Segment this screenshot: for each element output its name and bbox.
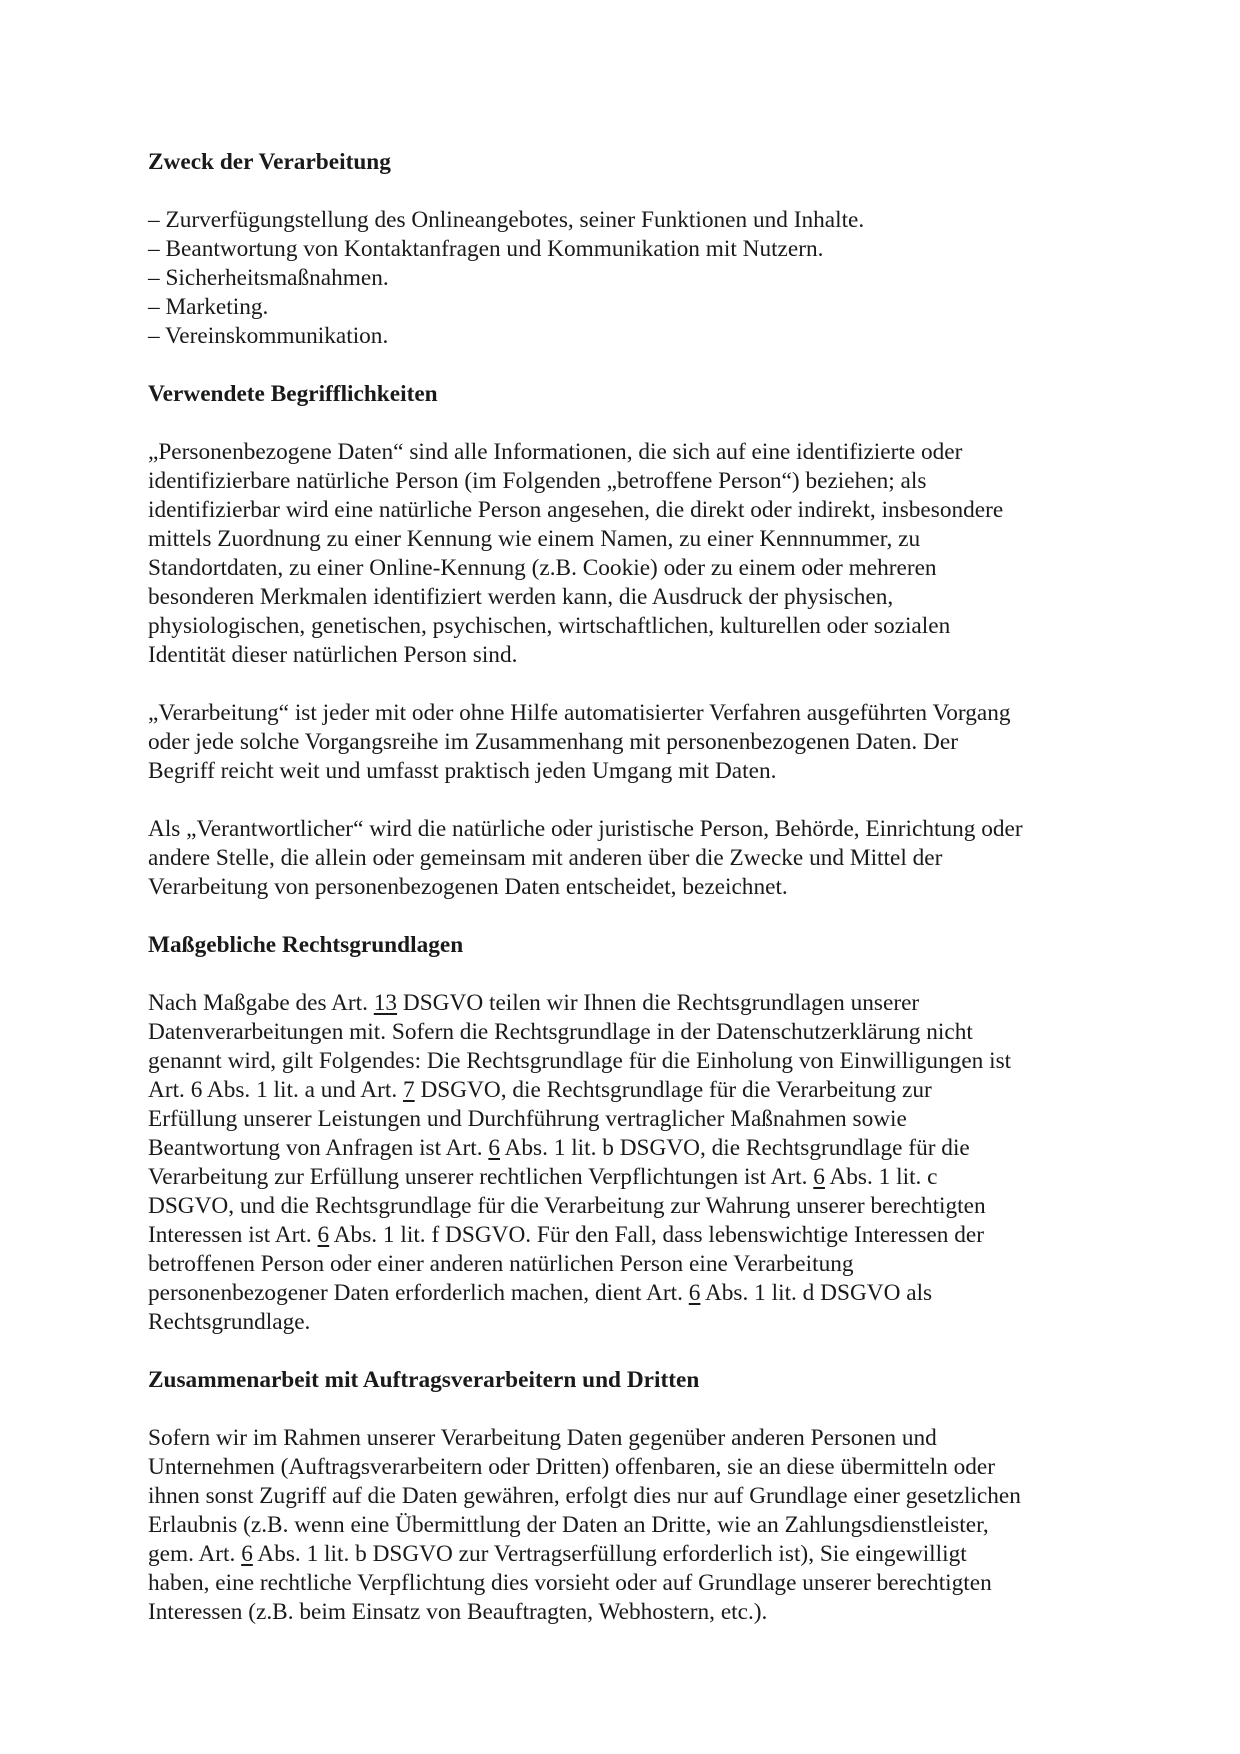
list-item: – Vereinskommunikation.	[148, 323, 389, 349]
text-line: besonderen Merkmalen identifiziert werden kann, die Ausdruck der physischen,	[148, 584, 894, 610]
text-segment: gem. Art.	[148, 1541, 242, 1567]
text-segment: ihnen sonst Zugriff auf die Daten gewähren, erfolgt dies nur auf Grundlage einer gesetzlichen	[148, 1483, 1021, 1509]
text-segment: genannt wird, gilt Folgendes: Die Rechtsgrundlage für die Einholung von Einwilligungen ist	[148, 1048, 1012, 1074]
text-segment: Abs. 1 lit. b DSGVO, die Rechtsgrundlage für die	[500, 1135, 970, 1161]
text-segment: Abs. 1 lit. b DSGVO zur Vertragserfüllung erforderlich ist), Sie eingewilligt	[252, 1541, 967, 1567]
text-segment: Art. 6 Abs. 1 lit. a und Art.	[148, 1077, 403, 1103]
text-segment: DSGVO teilen wir Ihnen die Rechtsgrundlagen unserer	[397, 990, 920, 1016]
text-line: „Personenbezogene Daten“ sind alle Informationen, die sich auf eine identifizierte oder	[148, 439, 963, 465]
paragraph	[148, 989, 1098, 1337]
text-line: Als „Verantwortlicher“ wird die natürliche oder juristische Person, Behörde, Einrichtung oder	[148, 816, 1023, 842]
text-segment: Verarbeitung zur Erfüllung unserer rechtlichen Verpflichtungen ist Art.	[148, 1164, 814, 1190]
text-segment: Nach Maßgabe des Art.	[148, 990, 374, 1016]
text-segment: Abs. 1 lit. c	[824, 1164, 938, 1190]
text-segment: Interessen (z.B. beim Einsatz von Beauftragten, Webhostern, etc.).	[148, 1599, 768, 1625]
text-line: Identität dieser natürlichen Person sind.	[148, 642, 518, 668]
list-item: – Beantwortung von Kontaktanfragen und Kommunikation mit Nutzern.	[148, 236, 824, 262]
bullet-list	[148, 206, 1098, 351]
text-line	[148, 1424, 1098, 1453]
text-line: identifizierbare natürliche Person (im Folgenden „betroffene Person“) beziehen; als	[148, 468, 927, 494]
section	[148, 380, 1098, 902]
section	[148, 1366, 1098, 1627]
text-line: andere Stelle, die allein oder gemeinsam mit anderen über die Zwecke und Mittel der	[148, 845, 943, 871]
article-link[interactable]: 6	[317, 1222, 330, 1248]
text-line: oder jede solche Vorgangsreihe im Zusammenhang mit personenbezogenen Daten. Der	[148, 729, 958, 755]
text-line	[148, 1453, 1098, 1482]
text-segment: Abs. 1 lit. f DSGVO. Für den Fall, dass lebenswichtige Interessen der	[329, 1222, 984, 1248]
text-line: identifizierbar wird eine natürliche Person angesehen, die direkt oder indirekt, insbesondere	[148, 497, 1004, 523]
text-line: mittels Zuordnung zu einer Kennung wie einem Namen, zu einer Kennnummer, zu	[148, 526, 921, 552]
text-segment: betroffenen Person oder einer anderen natürlichen Person eine Verarbeitung	[148, 1251, 854, 1277]
article-link[interactable]: 13	[373, 990, 398, 1016]
text-line	[148, 1105, 1098, 1134]
text-segment: Sofern wir im Rahmen unserer Verarbeitung Daten gegenüber anderen Personen und	[148, 1425, 937, 1451]
list-item: – Sicherheitsmaßnahmen.	[148, 265, 389, 291]
text-line	[148, 1134, 1098, 1163]
text-line: Standortdaten, zu einer Online-Kennung (z.B. Cookie) oder zu einem oder mehreren	[148, 555, 937, 581]
article-link[interactable]: 6	[241, 1541, 253, 1567]
text-segment: Erlaubnis (z.B. wenn eine Übermittlung der Daten an Dritte, wie an Zahlungsdienstleister,	[148, 1512, 989, 1538]
text-line	[148, 1569, 1098, 1598]
text-segment: Rechtsgrundlage.	[148, 1309, 311, 1335]
paragraph	[148, 699, 1098, 786]
section-heading: Maßgebliche Rechtsgrundlagen	[148, 932, 464, 958]
text-line	[148, 1279, 1098, 1308]
paragraph	[148, 438, 1098, 670]
list-item: – Marketing.	[148, 294, 269, 320]
text-segment: haben, eine rechtliche Verpflichtung dies vorsieht oder auf Grundlage unserer berechtigten	[148, 1570, 992, 1596]
text-line	[148, 1540, 1098, 1569]
section-heading: Zweck der Verarbeitung	[148, 149, 391, 175]
text-line	[148, 1047, 1098, 1076]
text-line	[148, 989, 1098, 1018]
text-segment: Erfüllung unserer Leistungen und Durchführung vertraglicher Maßnahmen sowie	[148, 1106, 907, 1132]
text-line	[148, 1598, 1098, 1627]
text-line	[148, 1482, 1098, 1511]
text-segment: Interessen ist Art.	[148, 1222, 318, 1248]
text-segment: Abs. 1 lit. d DSGVO als	[700, 1280, 933, 1306]
article-link[interactable]: 7	[402, 1077, 415, 1103]
text-segment: DSGVO, und die Rechtsgrundlage für die Verarbeitung zur Wahrung unserer berechtigten	[148, 1193, 986, 1219]
section	[148, 148, 1098, 351]
article-link[interactable]: 6	[688, 1280, 701, 1306]
paragraph	[148, 815, 1098, 902]
text-segment: Beantwortung von Anfragen ist Art.	[148, 1135, 489, 1161]
text-line	[148, 1076, 1098, 1105]
document-body	[148, 148, 1098, 1656]
text-line	[148, 1308, 1098, 1337]
text-line	[148, 1192, 1098, 1221]
text-line	[148, 1221, 1098, 1250]
paragraph	[148, 1424, 1098, 1627]
text-line: Begriff reicht weit und umfasst praktisch jeden Umgang mit Daten.	[148, 758, 777, 784]
text-segment: Unternehmen (Auftragsverarbeitern oder Dritten) offenbaren, sie an diese übermitteln oder	[148, 1454, 995, 1480]
text-line: „Verarbeitung“ ist jeder mit oder ohne Hilfe automatisierter Verfahren ausgeführten Vorgang	[148, 700, 1011, 726]
section-heading: Verwendete Begrifflichkeiten	[148, 381, 438, 407]
text-line: physiologischen, genetischen, psychischen, wirtschaftlichen, kulturellen oder sozialen	[148, 613, 951, 639]
text-line	[148, 1250, 1098, 1279]
section-heading: Zusammenarbeit mit Auftragsverarbeitern und Dritten	[148, 1367, 700, 1393]
article-link[interactable]: 6	[813, 1164, 825, 1190]
text-segment: Datenverarbeitungen mit. Sofern die Rechtsgrundlage in der Datenschutzerklärung nicht	[148, 1019, 973, 1045]
section	[148, 931, 1098, 1337]
text-line	[148, 1511, 1098, 1540]
text-line	[148, 1018, 1098, 1047]
text-segment: personenbezogener Daten erforderlich machen, dient Art.	[148, 1280, 689, 1306]
list-item: – Zurverfügungstellung des Onlineangebotes, seiner Funktionen und Inhalte.	[148, 207, 865, 233]
article-link[interactable]: 6	[488, 1135, 500, 1161]
text-line: Verarbeitung von personenbezogenen Daten entscheidet, bezeichnet.	[148, 874, 788, 900]
text-segment: DSGVO, die Rechtsgrundlage für die Verarbeitung zur	[414, 1077, 932, 1103]
text-line	[148, 1163, 1098, 1192]
